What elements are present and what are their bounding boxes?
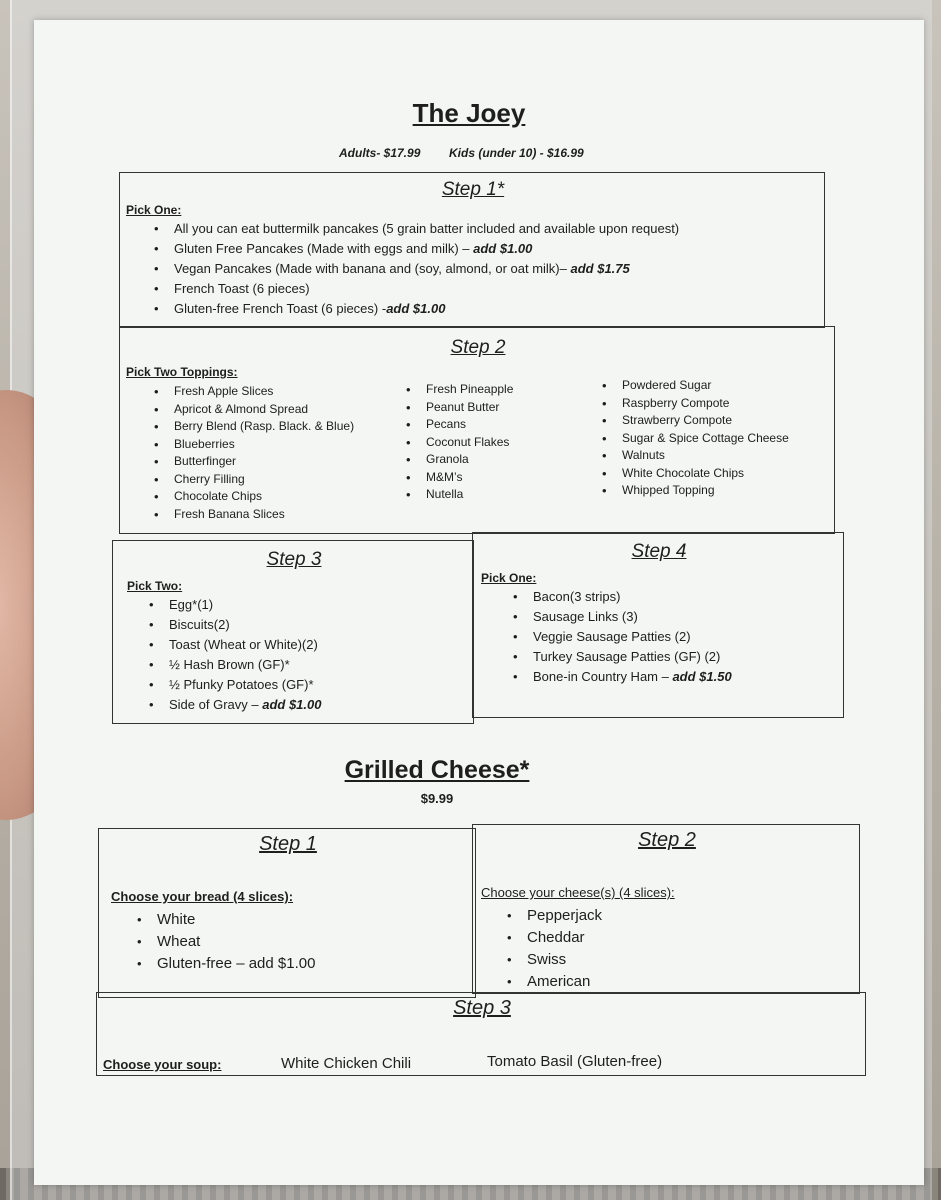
grilled-step2-list <box>503 905 602 993</box>
list-item: • White <box>133 909 315 931</box>
grilled-title: Grilled Cheese* <box>344 756 530 784</box>
grilled-step3-heading: Step 3 <box>453 997 511 1019</box>
list-item <box>509 607 732 627</box>
list-item <box>509 647 732 667</box>
joey-step2-box <box>119 326 835 534</box>
grilled-step3-box <box>96 992 866 1076</box>
list-item: • Peanut Butter <box>402 399 513 417</box>
joey-step1-label: Pick One: <box>126 203 182 217</box>
soup-option-2: Tomato Basil (Gluten-free) <box>487 1053 663 1070</box>
list-item: • Apricot & Almond Spread <box>150 401 354 419</box>
item-addon-price: add $1.00 <box>262 697 322 712</box>
joey-price-kids: Kids (under 10) - $16.99 <box>449 146 584 160</box>
list-item: • Fresh Pineapple <box>402 381 513 399</box>
list-item: • Strawberry Compote <box>598 412 789 430</box>
grilled-step2-label: Choose your cheese(s) (4 slices): <box>481 885 675 900</box>
joey-step2-col3 <box>598 377 789 500</box>
item-text: ½ Hash Brown (GF)* <box>169 657 290 672</box>
joey-step1-heading: Step 1* <box>441 179 505 200</box>
list-item: • Sugar & Spice Cottage Cheese <box>598 430 789 448</box>
joey-step3-box <box>112 540 474 724</box>
item-text: Toast (Wheat or White)(2) <box>169 637 318 652</box>
list-item <box>150 299 679 319</box>
list-item: • Chocolate Chips <box>150 488 354 506</box>
joey-step1-list <box>150 219 679 319</box>
joey-step4-box <box>472 532 844 718</box>
list-item <box>509 587 732 607</box>
list-item <box>509 627 732 647</box>
list-item <box>150 259 679 279</box>
list-item: • American <box>503 971 602 993</box>
list-item: • Granola <box>402 451 513 469</box>
list-item: • Fresh Banana Slices <box>150 506 354 524</box>
grilled-step2-heading: Step 2 <box>638 829 696 851</box>
list-item <box>145 675 321 695</box>
list-item: • Wheat <box>133 931 315 953</box>
joey-price-adults: Adults- $17.99 <box>339 146 421 160</box>
list-item <box>509 667 732 687</box>
list-item <box>145 595 321 615</box>
item-addon-price: add $1.00 <box>386 301 446 316</box>
joey-step4-list <box>509 587 732 687</box>
list-item: • Nutella <box>402 486 513 504</box>
grilled-price: $9.99 <box>420 791 454 806</box>
list-item: • Pecans <box>402 416 513 434</box>
item-text: Side of Gravy – <box>169 697 263 712</box>
item-text: Gluten-free French Toast (6 pieces) - <box>174 301 387 316</box>
list-item <box>145 655 321 675</box>
item-text: Biscuits(2) <box>169 617 230 632</box>
item-text: Bone-in Country Ham – <box>533 669 673 684</box>
list-item: • White Chocolate Chips <box>598 465 789 483</box>
list-item: • Swiss <box>503 949 602 971</box>
list-item: • Cherry Filling <box>150 471 354 489</box>
item-addon-price: add $1.00 <box>473 241 533 256</box>
list-item: • Butterfinger <box>150 453 354 471</box>
item-text: Vegan Pancakes (Made with banana and (soy, almond, or oat milk)– <box>174 261 571 276</box>
menu-sheet <box>34 20 924 1185</box>
joey-step3-heading: Step 3 <box>266 549 322 570</box>
list-item <box>145 635 321 655</box>
soup-option-1: White Chicken Chili <box>281 1055 412 1072</box>
list-item <box>150 219 679 239</box>
list-item: • Whipped Topping <box>598 482 789 500</box>
joey-step1-box <box>119 172 825 328</box>
grilled-step1-box <box>98 828 476 998</box>
list-item: • Powdered Sugar <box>598 377 789 395</box>
list-item: • Berry Blend (Rasp. Black. & Blue) <box>150 418 354 436</box>
grilled-step2-box <box>472 824 860 994</box>
grilled-step3-label: Choose your soup: <box>103 1057 222 1072</box>
list-item: • Pepperjack <box>503 905 602 927</box>
list-item <box>145 615 321 635</box>
item-text: Bacon(3 strips) <box>533 589 621 604</box>
grilled-step1-label: Choose your bread (4 slices): <box>111 889 294 904</box>
list-item: • Blueberries <box>150 436 354 454</box>
list-item: • Fresh Apple Slices <box>150 383 354 401</box>
joey-step4-heading: Step 4 <box>631 541 687 562</box>
joey-step2-col1 <box>150 383 354 523</box>
joey-step2-heading: Step 2 <box>450 337 506 358</box>
grilled-step1-heading: Step 1 <box>259 833 317 855</box>
item-text: Veggie Sausage Patties (2) <box>533 629 691 644</box>
item-addon-price: add $1.50 <box>672 669 732 684</box>
list-item <box>150 279 679 299</box>
item-text: ½ Pfunky Potatoes (GF)* <box>169 677 314 692</box>
joey-step3-list <box>145 595 321 715</box>
list-item: • Gluten-free – add $1.00 <box>133 953 315 975</box>
joey-step2-label: Pick Two Toppings: <box>126 365 238 379</box>
list-item: • M&M’s <box>402 469 513 487</box>
list-item: • Cheddar <box>503 927 602 949</box>
list-item <box>145 695 321 715</box>
item-text: Turkey Sausage Patties (GF) (2) <box>533 649 721 664</box>
list-item: • Coconut Flakes <box>402 434 513 452</box>
list-item: • Raspberry Compote <box>598 395 789 413</box>
item-text: French Toast (6 pieces) <box>174 281 310 296</box>
list-item <box>150 239 679 259</box>
item-text: Gluten Free Pancakes (Made with eggs and milk) – <box>174 241 474 256</box>
list-item: • Walnuts <box>598 447 789 465</box>
grilled-step1-list <box>133 909 315 975</box>
joey-title: The Joey <box>412 98 526 128</box>
item-addon-price: add $1.75 <box>570 261 630 276</box>
joey-step3-label: Pick Two: <box>127 579 183 593</box>
item-text: Sausage Links (3) <box>533 609 638 624</box>
joey-step2-col2 <box>402 381 513 504</box>
joey-step4-label: Pick One: <box>481 571 537 585</box>
item-text: All you can eat buttermilk pancakes (5 grain batter included and available upon request) <box>174 221 680 236</box>
item-text: Egg*(1) <box>169 597 214 612</box>
